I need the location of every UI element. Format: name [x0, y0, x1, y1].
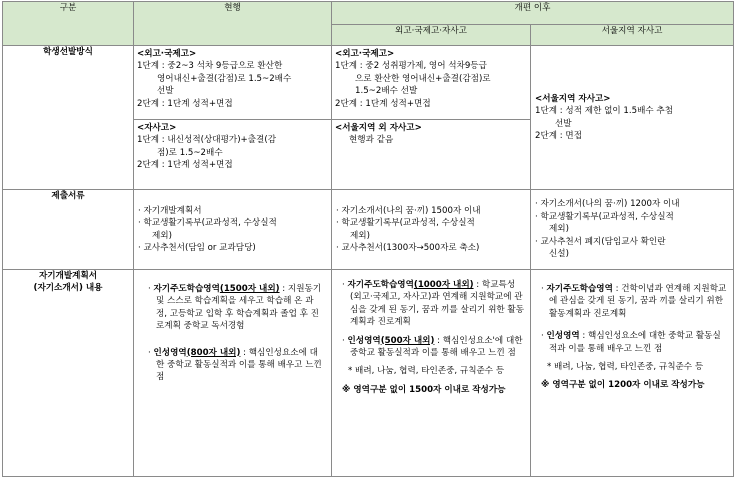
current-private-title: <자사고> — [137, 123, 177, 133]
content-current-p2-text: : 핵심인성요소에 대한 중학교 활동실적과 이를 통해 배우고 느낀 점 — [156, 347, 322, 383]
content-current-p2-limit: (800자 내외) — [186, 347, 241, 358]
content-current-block — [134, 270, 331, 387]
content-seoul-star: * 배려, 나눔, 협력, 타인존중, 규칙준수 등 — [547, 362, 704, 373]
documents-seoul-item: · 교사추천서 폐지(담임교사 확인란 — [535, 236, 666, 247]
current-foreign-block — [134, 46, 331, 119]
content-seoul-p1: · 자기주도학습영역 : 건학이념과 연계해 지원학교에 관심을 갖게 된 동기, 꿈과 끼를 살리기 위한 활동계획과 진로계획 — [541, 284, 727, 319]
content-seoul-p2-text: : 핵심인성요소에 대한 중학교 활동실적과 이를 통해 배우고 느낀 점 — [549, 331, 721, 354]
seoul-selection-block — [531, 90, 733, 146]
content-current-p1-title: 자기주도학습영역 — [153, 284, 220, 294]
header-category: 구분 — [3, 2, 134, 46]
cell-documents-seoul — [531, 190, 734, 270]
content-foreign-p2-text: : 핵심인성요소'에 대한 중학교 활동실적과 이를 통해 배우고 느낀 점 — [350, 335, 523, 359]
row-content — [3, 270, 734, 477]
documents-foreign-item: 제외) — [350, 230, 370, 241]
row-label-content-line1: 자기개발계획서 — [38, 271, 98, 281]
cell-documents-foreign — [332, 190, 531, 270]
cell-content-current — [134, 270, 332, 477]
foreign-b-line: 현행과 같음 — [349, 135, 394, 146]
header-foreign-private: 외고·국제고·자사고 — [332, 25, 531, 46]
row-label-content-line2: (자기소개서) 내용 — [33, 283, 103, 294]
content-foreign-star: * 배려, 나눔, 협력, 타인존중, 규칙준수 등 — [348, 366, 505, 377]
current-foreign-line: 선발 — [157, 86, 174, 97]
row-label-content — [3, 270, 134, 477]
content-seoul-p1-title: 자기주도학습영역 — [546, 284, 613, 294]
cell-selection-current — [134, 46, 332, 190]
content-seoul-note: ※ 영역구분 없이 1200자 이내로 작성가능 — [541, 380, 705, 391]
seoul-selection-line: 2단계 : 면접 — [535, 130, 583, 141]
seoul-selection-line: 1단계 : 성적 제한 없이 1.5배수 추첨 — [535, 106, 674, 117]
content-foreign-p2: · 인성영역(500자 내외) : 핵심인성요소'에 대한 중학교 활동실적과 이를 통해 배우고 느낀 점 — [342, 335, 523, 359]
content-foreign-p1-limit: (1000자 내외) — [413, 280, 474, 290]
cell-selection-seoul — [531, 46, 734, 190]
documents-seoul-list — [531, 195, 733, 263]
current-foreign-line: 영어내신+출결(감점)로 1.5~2배수 — [157, 73, 292, 84]
foreign-a-line: 1.5~2배수 선발 — [355, 86, 418, 97]
cell-content-seoul — [531, 270, 734, 477]
content-foreign-note: ※ 영역구분 없이 1500자 이내로 작성가능 — [342, 384, 506, 395]
current-private-line: 1단계 : 내신성적(상대평가)+출결(감 — [137, 135, 277, 146]
content-seoul-p1-text: : 건학이념과 연계해 지원학교에 관심을 갖게 된 동기, 꿈과 끼를 살리기 위한 활동계획과 진로계획 — [549, 284, 727, 319]
current-private-line: 2단계 : 1단계 성적+면접 — [137, 160, 233, 171]
foreign-a-line: 2단계 : 1단계 성적+면접 — [335, 98, 431, 109]
seoul-selection-title: <서울지역 자사고> — [535, 93, 611, 104]
header-seoul-private: 서울지역 자사고 — [531, 25, 734, 46]
documents-seoul-item: 제외) — [549, 224, 569, 235]
documents-current-list — [134, 202, 331, 258]
row-label-documents: 제출서류 — [3, 190, 134, 270]
documents-foreign-item: · 교사추천서(1300자→500자로 축소) — [336, 242, 480, 253]
content-foreign-p2-limit: (500자 내외) — [380, 335, 435, 346]
current-foreign-line: 2단계 : 1단계 성적+면접 — [137, 98, 233, 109]
content-foreign-p1: · 자기주도학습영역(1000자 내외) : 학교특성(외고·국제고, 자사고)과 연계해 지원학교에 관심을 갖게 된 동기, 꿈과 끼를 살리기 위한 활동계획과 진로계획 — [342, 280, 525, 328]
header-row-1 — [3, 2, 734, 25]
foreign-a-line: 으로 환산한 영어내신+출결(감점)로 — [355, 73, 491, 84]
content-foreign-block — [332, 270, 530, 399]
content-current-p1: · 자기주도학습영역(1500자 내외) : 지원동기 및 스스로 학습계획을 세우고 학습해 온 과정, 고등학교 입학 후 학습계획과 졸업 후 진로계획 중학교 독서경험 — [148, 284, 322, 332]
header-current: 현행 — [134, 2, 332, 46]
row-documents — [3, 190, 734, 270]
current-foreign-title: <외고·국제고> — [137, 49, 197, 59]
content-seoul-p2: · 인성영역 : 핵심인성요소에 대한 중학교 활동실적과 이를 통해 배우고 느낀 점 — [541, 331, 721, 354]
documents-seoul-item: · 학교생활기록부(교과성적, 수상실적 — [535, 211, 674, 222]
content-seoul-block — [531, 270, 733, 395]
row-label-selection: 학생선발방식 — [3, 46, 134, 190]
content-current-p1-text: : 지원동기 및 스스로 학습계획을 세우고 학습해 온 과정, 고등학교 입학 후 학습계획과 졸업 후 진로계획 중학교 독서경험 — [156, 284, 322, 332]
documents-current-item: · 자기개발계획서 — [138, 205, 202, 216]
documents-current-item: · 교사추천서(담임 or 교과담당) — [138, 242, 256, 253]
admission-comparison-table — [2, 1, 734, 477]
foreign-a-title: <외고·국제고> — [335, 49, 395, 59]
seoul-selection-line: 선발 — [555, 118, 572, 129]
cell-content-foreign — [332, 270, 531, 477]
documents-foreign-list — [332, 202, 530, 258]
header-after-reform: 개편 이후 — [332, 2, 734, 25]
current-private-line: 점)로 1.5~2배수 — [157, 147, 223, 158]
current-foreign-line: 1단계 : 중2~3 석차 9등급으로 환산한 — [137, 61, 283, 72]
content-foreign-p2-title: 인성영역 — [347, 335, 381, 346]
content-current-p2-title: 인성영역 — [153, 347, 187, 358]
documents-seoul-item: 신설) — [549, 249, 569, 260]
documents-foreign-item: · 자기소개서(나의 꿈·끼) 1500자 이내 — [336, 205, 481, 216]
documents-seoul-item: · 자기소개서(나의 꿈·끼) 1200자 이내 — [535, 199, 680, 210]
documents-foreign-item: · 학교생활기록부(교과성적, 수상실적 — [336, 218, 475, 229]
foreign-b-title: <서울지역 외 자사고> — [335, 123, 422, 133]
content-seoul-p2-title: 인성영역 — [546, 331, 580, 342]
foreign-b-block — [332, 119, 530, 150]
cell-documents-current — [134, 190, 332, 270]
cell-selection-foreign — [332, 46, 531, 190]
row-selection — [3, 46, 734, 190]
current-private-block — [134, 119, 331, 175]
content-current-p2: · 인성영역(800자 내외) : 핵심인성요소에 대한 중학교 활동실적과 이를 통해 배우고 느낀 점 — [148, 347, 322, 383]
content-current-p1-limit: (1500자 내외) — [219, 284, 280, 294]
content-foreign-p1-title: 자기주도학습영역 — [347, 280, 414, 290]
foreign-a-line: 1단계 : 중2 성취평가제, 영어 석차9등급 — [335, 61, 487, 72]
foreign-a-block — [332, 46, 530, 119]
documents-current-item: 제외) — [152, 230, 172, 241]
documents-current-item: · 학교생활기록부(교과성적, 수상실적 — [138, 218, 277, 229]
content-foreign-p1-text: : 학교특성(외고·국제고, 자사고)과 연계해 지원학교에 관심을 갖게 된 동기, 꿈과 끼를 살리기 위한 활동계획과 진로계획 — [350, 280, 525, 328]
